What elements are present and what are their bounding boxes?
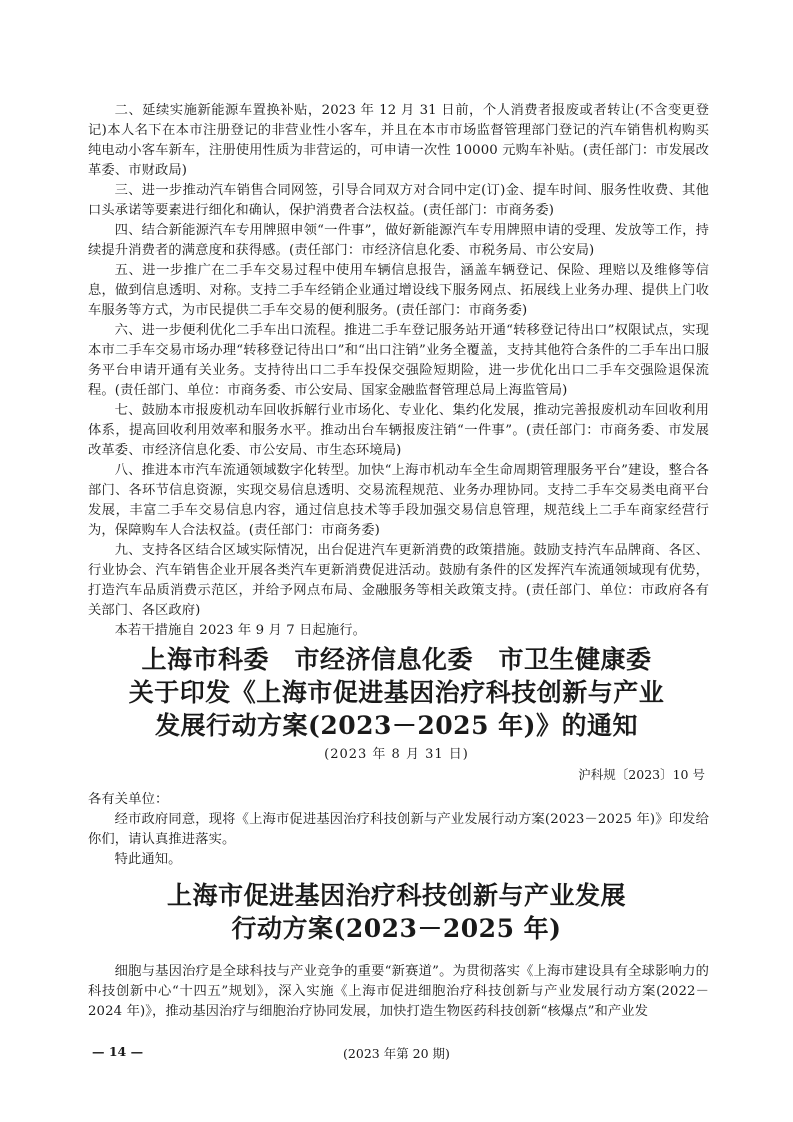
- paragraph: 细胞与基因治疗是全球科技与产业竞争的重要“新赛道”。为贯彻落实《上海市建设具有全球影响力的科技创新中心“十四五”规划》，深入实施《上海市促进细胞治疗科技创新与产业发展行动方案(2022－2024 年)》，推动基因治疗与细胞治疗协同发展，加快打造生物医药科技创新“核爆点”和产业发: [88, 964, 709, 1019]
- notice-title-line: 发展行动方案(2023－2025 年)》的通知: [154, 711, 639, 740]
- paragraph: 经市政府同意，现将《上海市促进基因治疗科技创新与产业发展行动方案(2023－2025 年)》印发给你们，请认真推进落实。: [88, 812, 709, 847]
- notice-title-line: 上海市科委 市经济信息化委 市卫生健康委: [141, 645, 652, 674]
- notice-body: [88, 790, 709, 870]
- plan-title-line: 行动方案(2023－2025 年): [231, 914, 562, 943]
- paragraph: 三、进一步推动汽车销售合同网签，引导合同双方对合同中定(订)金、提车时间、服务性收费、其他口头承诺等要素进行细化和确认，保护消费者合法权益。(责任部门：市商务委): [88, 183, 709, 218]
- paragraph: 五、进一步推广在二手车交易过程中使用车辆信息报告，涵盖车辆登记、保险、理赔以及维修等信息，做到信息透明、对称。支持二手车经销企业通过增设线下服务网点、拓展线上业务办理、提供上门收车服务等方式，为市民提供二手车交易的便利服务。(责任部门：市商务委): [88, 263, 709, 318]
- document-number: 沪科规〔2023〕10 号: [578, 767, 705, 782]
- paragraph: 六、进一步便利优化二手车出口流程。推进二手车登记服务站开通“转移登记待出口”权限试点，实现本市二手车交易市场办理“转移登记待出口”和“出口注销”业务全覆盖，支持其他符合条件的二手车出口服务平台申请开通有关业务。支持待出口二手车投保交强险短期险，进一步优化出口二手车交强险退保流程。(责任部门、单位：市商务委、市公安局、国家金融监督管理总局上海监管局): [88, 323, 709, 398]
- notice-title: [0, 643, 793, 742]
- issue-number: (2023 年第 20 期): [343, 1046, 450, 1061]
- salutation: 各有关单位：: [88, 792, 169, 807]
- paragraph: 八、推进本市汽车流通领域数字化转型。加快“上海市机动车全生命周期管理服务平台”建设，整合各部门、各环节信息资源，实现交易信息透明、交易流程规范、业务办理协同。支持二手车交易类电商平台发展，丰富二手车交易信息内容，通过信息技术等手段加强交易信息管理，规范线上二手车商家经营行为，保障购车人合法权益。(责任部门：市商务委): [88, 463, 709, 538]
- page-number: — 14 —: [92, 1044, 144, 1059]
- paragraph: 九、支持各区结合区域实际情况，出台促进汽车更新消费的政策措施。鼓励支持汽车品牌商、各区、行业协会、汽车销售企业开展各类汽车更新消费促进活动。鼓励有条件的区发挥汽车流通领域现有优势，打造汽车品质消费示范区，并给予网点布局、金融服务等相关政策支持。(责任部门、单位：市政府各有关部门、各区政府): [88, 543, 709, 618]
- notice-date: (2023 年 8 月 31 日): [324, 747, 469, 762]
- plan-body: [88, 962, 709, 1022]
- paragraph: 七、鼓励本市报废机动车回收拆解行业市场化、专业化、集约化发展，推动完善报废机动车回收利用体系，提高回收利用效率和服务水平。推动出台车辆报废注销“一件事”。(责任部门：市商务委、市发展改革委、市经济信息化委、市公安局、市生态环境局): [88, 403, 709, 458]
- plan-title-line: 上海市促进基因治疗科技创新与产业发展: [166, 881, 626, 910]
- plan-title: [0, 879, 793, 945]
- notice-title-line: 关于印发《上海市促进基因治疗科技创新与产业: [128, 678, 665, 707]
- paragraph: 四、结合新能源汽车专用牌照申领“一件事”，做好新能源汽车专用牌照申请的受理、发放等工作，持续提升消费者的满意度和获得感。(责任部门：市经济信息化委、市税务局、市公安局): [88, 223, 709, 258]
- paragraph: 二、延续实施新能源车置换补贴，2023 年 12 月 31 日前，个人消费者报废或者转让(不含变更登记)本人名下在本市注册登记的非营业性小客车，并且在本市市场监督管理部门登记的汽车销售机构购买纯电动小客车新车，注册使用性质为非营运的，可申请一次性 10000 元购车补贴。(责任部门：市发展改革委、市财政局): [88, 103, 709, 178]
- effective-date-paragraph: 本若干措施自 2023 年 9 月 7 日起施行。: [114, 623, 367, 638]
- closing: 特此通知。: [114, 852, 182, 867]
- measures-section: [88, 101, 709, 641]
